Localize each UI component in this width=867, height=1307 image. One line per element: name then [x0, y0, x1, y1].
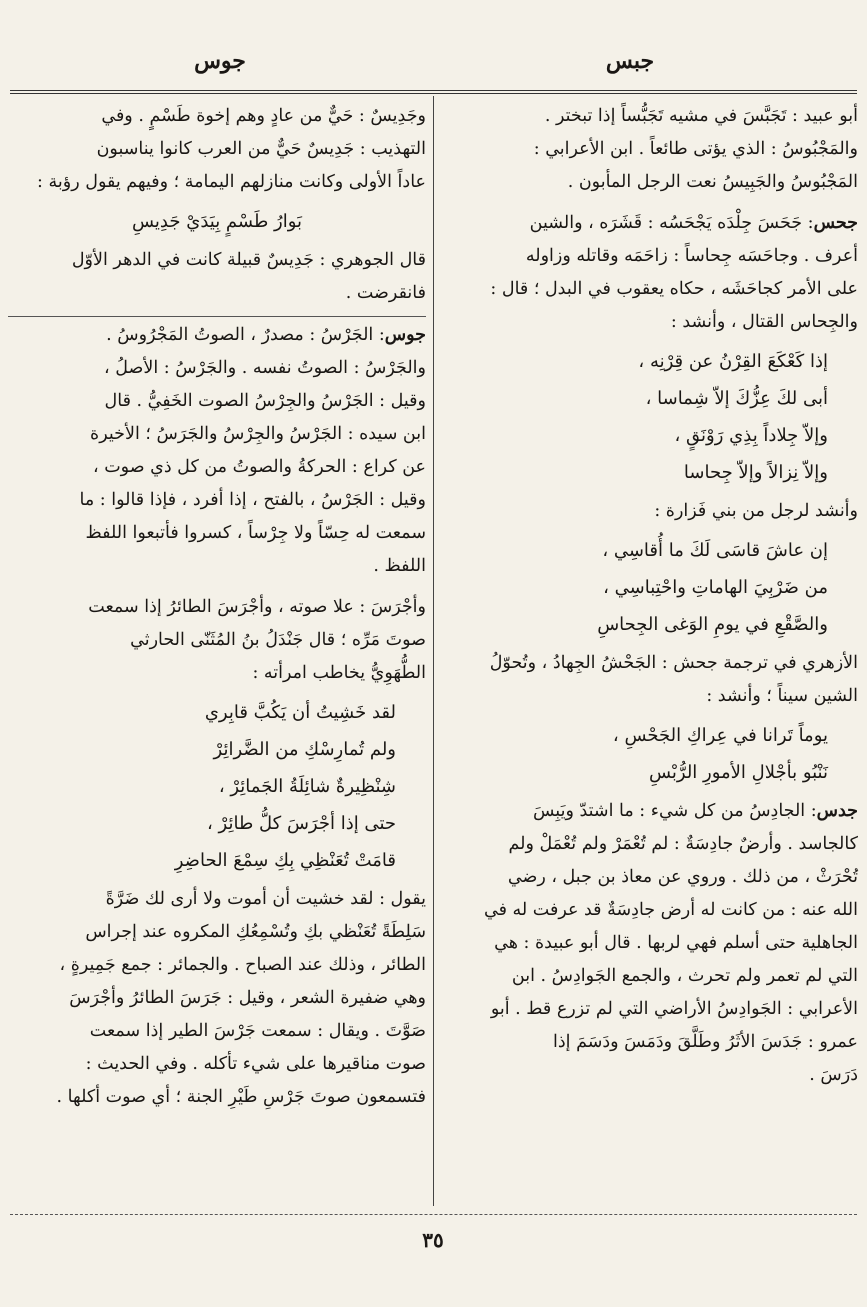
text-line: عن كراع : الحركةُ والصوتُ من كل ذي صوت ،: [92, 457, 426, 477]
page-number: ٣٥: [422, 1228, 444, 1252]
footer-rule: [10, 1214, 857, 1215]
text-line: أعرف . وجاحَسَه جِحاساً : زاحَمَه وقاتله وزاوله: [525, 246, 858, 266]
verse-line: حتى إذا أجْرَسَ كلُّ طائِرْ ،: [207, 813, 396, 834]
verse-line: قامَتْ تُعَنْظِي بِكِ سِمْعَ الحاضِرِ: [174, 850, 396, 871]
text-line: على الأمر كجاحَشَه ، حكاه يعقوب في البدل ؛ قال :: [490, 279, 858, 299]
verse-line: لقد خَشِيتُ أن يَكُبَّ قابِري: [204, 702, 396, 723]
text-line: فتسمعون صوتَ جَرْسِ طَيْرِ الجنة ؛ أي صوت أكلها .: [56, 1087, 426, 1107]
text-line: التي لم تعمر ولم تحرث ، والجمع الجَوادِسُ . ابن: [511, 966, 858, 986]
text-line: تُحْرَثْ ، من ذلك . وروي عن معاذ بن جبل ، رضي: [507, 867, 858, 887]
right-column: [440, 100, 858, 1092]
verse-block: [440, 343, 858, 491]
entry-jars-first-line: [8, 319, 426, 352]
verse-line: أبى لكَ عِزُّكَ إلاّ شِماسا ،: [645, 388, 828, 409]
verse-block: [440, 532, 858, 643]
text-line: والجَرْسُ : الصوتُ نفسه . والجَرْسُ : الأصلُ ،: [104, 358, 426, 378]
text-line: وجَدِيسٌ : حَيٌّ من عادٍ وهم إخوة طَسْمٍ . وفي: [101, 106, 426, 126]
column-divider: [433, 96, 434, 1206]
root-word: جحس: [813, 213, 858, 233]
text-line: التهذيب : جَدِيسٌ حَيٌّ من العرب كانوا يناسبون: [96, 139, 426, 159]
text-line: صَوَّتَ . ويقال : سمعت جَرْسَ الطير إذا سمعت: [89, 1021, 426, 1041]
text-line: الجاهلية حتى أسلم فهي لربها . قال أبو عبيدة : هي: [494, 933, 858, 953]
entry-separator: [8, 316, 426, 317]
entry-jahs-first-line: [440, 207, 858, 240]
text-line: : الجَرْسُ : مصدرٌ ، الصوتُ المَجْرُوسُ .: [106, 325, 385, 345]
text-line: سَلِطَةً تُعَنْظي بكِ وتُسْمِعُكِ المكروه عند إجراس: [85, 922, 426, 942]
header-rule-thin: [10, 93, 857, 94]
text-line: المَجْبُوسُ والجَبِيسُ نعت الرجل المأبون .: [567, 172, 858, 192]
verse-line: إن عاشَ قاسَى لَكَ ما أُقاسِي ،: [602, 540, 828, 561]
header-rule: [10, 90, 857, 91]
text-line: : الجادِسُ من كل شيء : ما اشتدّ ويَبِسَ: [532, 801, 817, 821]
running-headword-left: جوس: [194, 48, 246, 74]
text-line: وأنشد لرجل من بني فَزارة :: [654, 501, 858, 521]
text-line: الشين سيناً ؛ وأنشد :: [706, 686, 858, 706]
verse-block: [8, 203, 426, 240]
left-column: [8, 100, 426, 1114]
text-line: وأجْرَسَ : علا صوته ، وأجْرَسَ الطائرُ إذا سمعت: [88, 597, 426, 617]
text-line: والجِحاس القتال ، وأنشد :: [670, 312, 858, 332]
verse-line: وإلاّ جِلاداً بِذِي رَوْنَقٍ ،: [674, 425, 828, 446]
text-line: صوتَ مَرِّه ؛ قال جَنْدَلُ بنُ المُثَنّى الحارثي: [130, 630, 426, 650]
verse-line: والصَّقْعِ في يومِ الوَغى الجِحاسِ: [597, 614, 828, 635]
text-line: الطائر ، وذلك عند الصباح . والجمائر : جمع جَمِيرةٍ ،: [59, 955, 426, 975]
text-line: : جَحَسَ جِلْدَه يَجْحَسُه : قَشَرَه ، والشين: [529, 213, 814, 233]
text-line: ابن سيده : الجَرْسُ والجِرْسُ والجَرَسُ ؛ الأخيرة: [90, 424, 426, 444]
verse-block: [8, 694, 426, 879]
text-line: عاداً الأولى وكانت منازلهم اليمامة ؛ وفيهم يقول رؤبة :: [37, 172, 426, 192]
text-line: سمعت له حِسّاً ولا جِرْساً ، كسروا فأتبعوا اللفظ: [85, 523, 426, 543]
text-line: قال الجوهري : جَدِيسٌ قبيلة كانت في الدهر الأوّل: [71, 250, 426, 270]
text-line: فانقرضت .: [345, 283, 426, 303]
text-line: أبو عبيد : تَجَبَّسَ في مشيه تَجَبُّساً إذا تبختر .: [544, 106, 858, 126]
text-line: عمرو : جَدَسَ الأثَرُ وطَلَّقَ ودَمَسَ ودَسَمَ إذا: [552, 1032, 858, 1052]
verse-line: شِنْظِيرةٌ شائِلَةُ الجَمائِرْ ،: [218, 776, 396, 797]
entry-jads-first-line: [440, 795, 858, 828]
verse-block: [440, 717, 858, 791]
text-line: وقيل : الجَرْسُ ، بالفتح ، إذا أفرد ، فإذا قالوا : ما: [79, 490, 426, 510]
verse-line: بَوارُ طَسْمٍ بِيَدَيْ جَدِيسِ: [131, 211, 303, 232]
text-line: وقيل : الجَرْسُ والجِرْسُ الصوت الخَفِيُّ . قال: [104, 391, 426, 411]
text-line: يقول : لقد خشيت أن أموت ولا أرى لك ضَرَّةً: [105, 889, 426, 909]
verse-line: وإلاّ نِزالاً وإلاّ جِحاسا: [683, 462, 828, 483]
text-line: الأعرابي : الجَوادِسُ الأراضي التي لم تزرع قط . أبو: [490, 999, 858, 1019]
text-line: الأزهري في ترجمة جحش : الجَحْشُ الجِهادُ ، وتُحوّلُ: [489, 653, 858, 673]
text-line: صوت مناقيرها على شيء تأكله . وفي الحديث :: [85, 1054, 426, 1074]
verse-line: نَنْبُو بأجْلالِ الأمورِ الرُّبْسِ: [648, 762, 828, 783]
text-line: والمَجْبُوسُ : الذي يؤتى طائعاً . ابن الأعرابي :: [533, 139, 858, 159]
root-word: جدس: [816, 801, 858, 821]
text-line: اللفظ .: [373, 556, 426, 576]
text-line: كالجاسد . وأرضٌ جادِسَةٌ : لم تُعْمَرْ ولم تُعْمَلْ ولم: [508, 834, 858, 854]
verse-line: يوماً تَرانا في عِراكِ الجَحْسِ ،: [612, 725, 828, 746]
text-line: دَرَسَ .: [809, 1065, 858, 1085]
text-line: الله عنه : من كانت له أرض جادِسَةٌ قد عرفت له في: [483, 900, 858, 920]
running-headword-right: جبس: [605, 48, 655, 74]
root-word: جوس: [384, 325, 426, 345]
verse-line: إذا كَعْكَعَ القِرْنُ عن قِرْنِه ،: [638, 351, 828, 372]
text-line: الطُّهَوِيُّ يخاطب امرأته :: [252, 663, 426, 683]
verse-line: من ضَرْبِيَ الهاماتِ واحْتِباسِي ،: [603, 577, 828, 598]
text-line: وهي ضفيرة الشعر ، وقيل : جَرَسَ الطائرُ وأجْرَسَ: [69, 988, 426, 1008]
verse-line: ولم تُمارِسْكِ من الضَّرائِرْ: [213, 739, 396, 760]
